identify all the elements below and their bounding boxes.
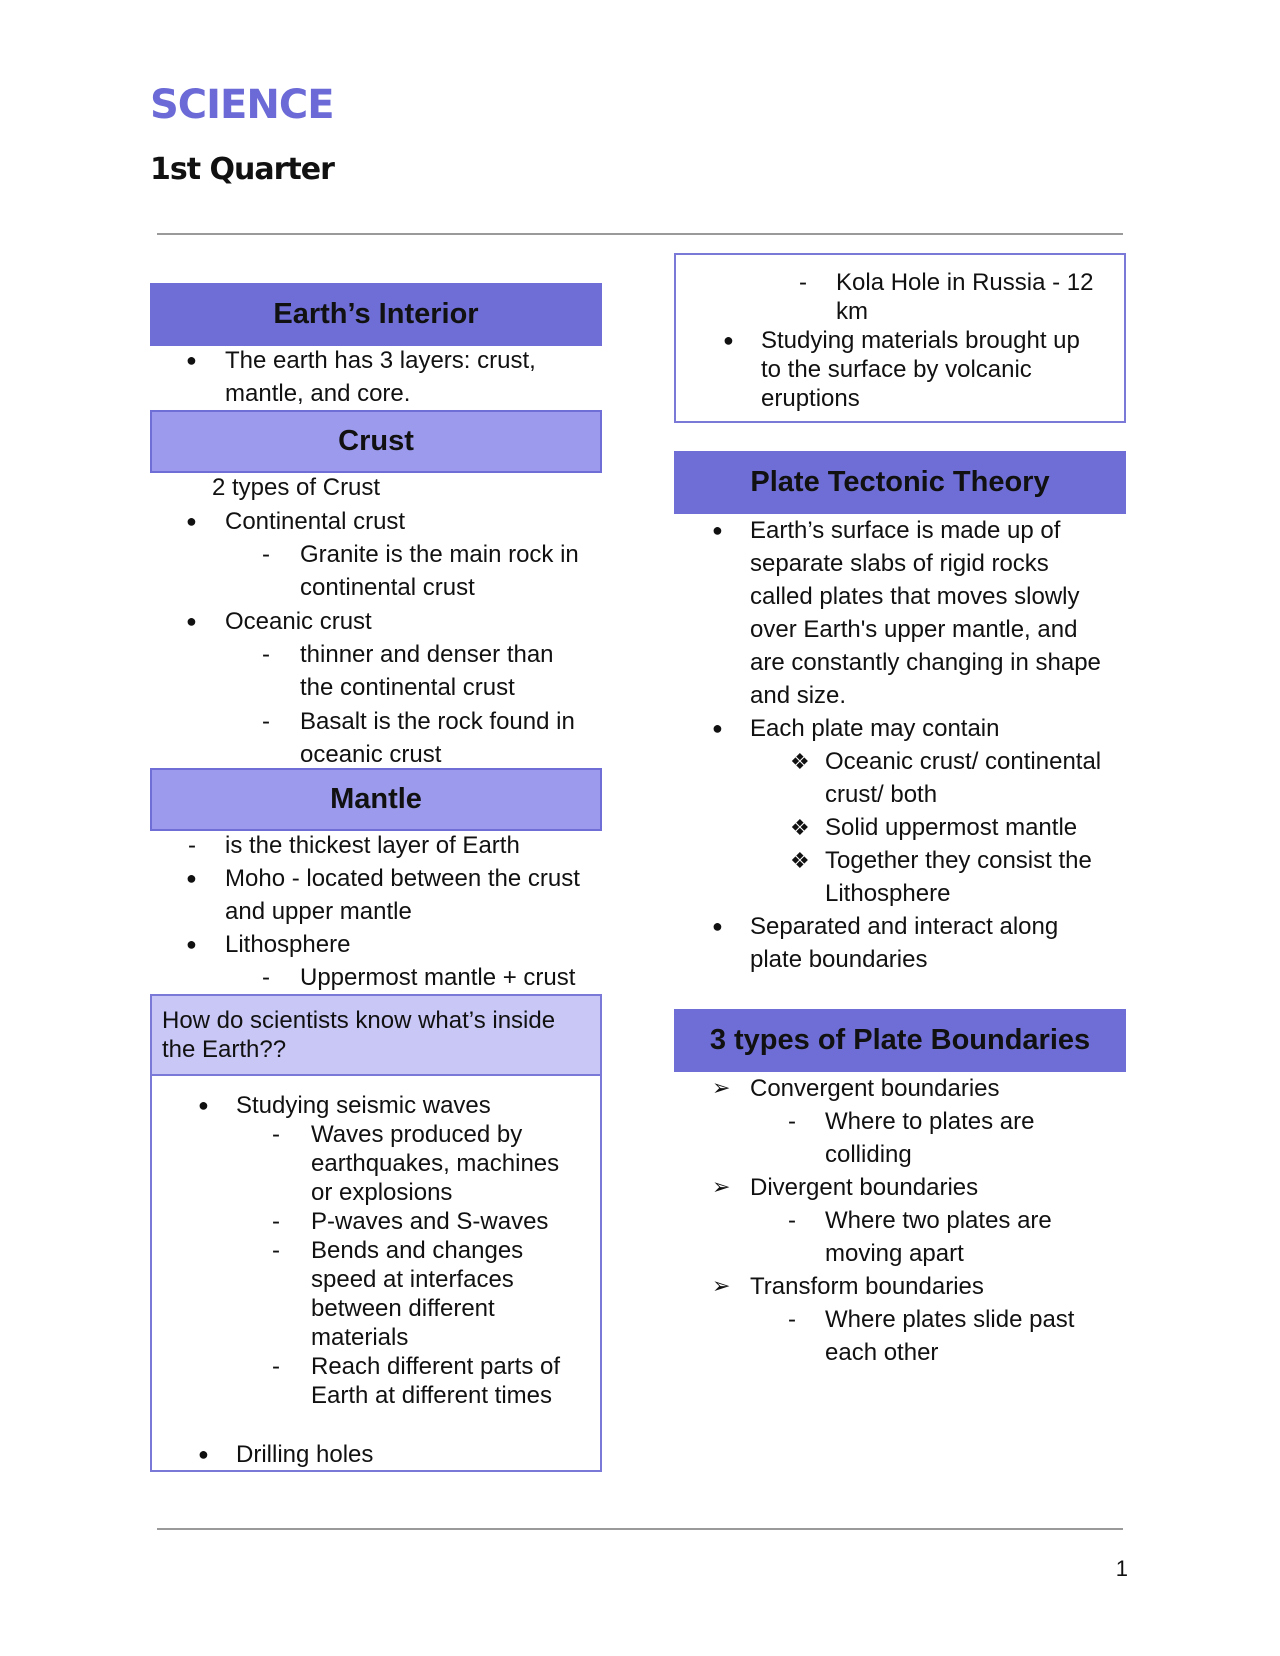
mantle-text: Lithosphere (225, 931, 351, 958)
dash-marker: - (272, 1208, 280, 1235)
bullet-icon: ● (186, 350, 197, 370)
arrow-bullet-icon: ➢ (712, 1175, 731, 1200)
plate-text: over Earth's upper mantle, and (750, 616, 1078, 643)
crust-bullet-text: Oceanic crust (225, 608, 372, 635)
plate-text: Oceanic crust/ continental (825, 748, 1102, 775)
crust-continued-text: oceanic crust (300, 741, 442, 768)
dash-marker: - (788, 1108, 796, 1135)
dash-marker: - (799, 269, 807, 296)
document-title: SCIENCE (150, 82, 334, 128)
diamond-bullet-icon: ❖ (790, 815, 810, 840)
question-list-text: Drilling holes (236, 1441, 374, 1468)
plate-text: Each plate may contain (750, 715, 1000, 742)
mantle-text: Moho - located between the crust (225, 865, 580, 892)
continued-text: eruptions (761, 385, 860, 412)
bullet-icon: ● (198, 1095, 209, 1115)
mantle-heading: Mantle (150, 768, 602, 831)
boundary-text: Where plates slide past (825, 1306, 1075, 1333)
crust-dash-text: Basalt is the rock found in (300, 708, 575, 735)
dash-marker: - (262, 641, 270, 668)
continued-text: km (836, 298, 868, 325)
mantle-text: and upper mantle (225, 898, 412, 925)
crust-continued-text: continental crust (300, 574, 475, 601)
plate-text: Separated and interact along (750, 913, 1059, 940)
dash-marker: - (272, 1237, 280, 1264)
earths-interior-heading: Earth’s Interior (150, 283, 602, 346)
question-list-text: Waves produced by (311, 1121, 523, 1148)
plate-text: plate boundaries (750, 946, 928, 973)
interior-line-2: mantle, and core. (225, 380, 411, 407)
plate-text: and size. (750, 682, 847, 709)
plate-text: Earth’s surface is made up of (750, 517, 1061, 544)
crust-heading: Crust (150, 410, 602, 473)
dash-marker: - (272, 1121, 280, 1148)
mantle-text: Uppermost mantle + crust (300, 964, 576, 991)
plate-text: Lithosphere (825, 880, 951, 907)
question-list-text: between different (311, 1295, 495, 1322)
dash-marker: - (272, 1353, 280, 1380)
plate-tectonic-heading: Plate Tectonic Theory (674, 451, 1126, 514)
continued-text: to the surface by volcanic (761, 356, 1032, 383)
interior-line-1: The earth has 3 layers: crust, (225, 347, 536, 374)
diamond-bullet-icon: ❖ (790, 848, 810, 873)
question-list-text: or explosions (311, 1179, 453, 1206)
crust-intro: 2 types of Crust (212, 474, 381, 501)
boundary-text: Where to plates are (825, 1108, 1035, 1135)
boundary-text: Convergent boundaries (750, 1075, 1000, 1102)
boundary-text: colliding (825, 1141, 912, 1168)
dash-marker: - (188, 832, 196, 859)
dash-marker: - (788, 1207, 796, 1234)
crust-dash-text: Granite is the main rock in (300, 541, 579, 568)
question-header (152, 996, 600, 1076)
question-line-1: How do scientists know what’s inside (162, 1007, 556, 1034)
dash-marker: - (262, 708, 270, 735)
document-subtitle: 1st Quarter (150, 152, 334, 187)
dash-marker: - (262, 964, 270, 991)
diamond-bullet-icon: ❖ (790, 749, 810, 774)
arrow-bullet-icon: ➢ (712, 1076, 731, 1101)
boundary-text: Transform boundaries (750, 1273, 984, 1300)
dash-marker: - (262, 541, 270, 568)
bullet-icon: ● (723, 330, 734, 350)
bullet-icon: ● (712, 520, 723, 540)
plate-text: crust/ both (825, 781, 938, 808)
bullet-icon: ● (186, 934, 197, 954)
page-number: 1 (1115, 1556, 1128, 1581)
question-list-text: Studying seismic waves (236, 1092, 491, 1119)
question-list-text: Bends and changes (311, 1237, 524, 1264)
question-list-text: materials (311, 1324, 409, 1351)
plate-text: Solid uppermost mantle (825, 814, 1078, 841)
plate-boundaries-heading: 3 types of Plate Boundaries (674, 1009, 1126, 1072)
boundary-text: moving apart (825, 1240, 964, 1267)
plate-text: called plates that moves slowly (750, 583, 1080, 610)
crust-bullet-text: Continental crust (225, 508, 406, 535)
plate-text: Together they consist the (825, 847, 1092, 874)
dash-marker: - (788, 1306, 796, 1333)
boundary-text: Divergent boundaries (750, 1174, 979, 1201)
continued-text: Kola Hole in Russia - 12 (836, 269, 1094, 296)
bullet-icon: ● (198, 1444, 209, 1464)
bullet-icon: ● (186, 868, 197, 888)
arrow-bullet-icon: ➢ (712, 1274, 731, 1299)
plate-text: are constantly changing in shape (750, 649, 1101, 676)
bullet-icon: ● (712, 916, 723, 936)
crust-dash-text: thinner and denser than (300, 641, 554, 668)
bullet-icon: ● (186, 611, 197, 631)
question-list-text: earthquakes, machines (311, 1150, 560, 1177)
question-line-2: the Earth?? (162, 1036, 287, 1063)
crust-continued-text: the continental crust (300, 674, 515, 701)
plate-text: separate slabs of rigid rocks (750, 550, 1049, 577)
bullet-icon: ● (186, 511, 197, 531)
boundary-text: Where two plates are (825, 1207, 1052, 1234)
mantle-text: is the thickest layer of Earth (225, 832, 520, 859)
question-list-text: P-waves and S-waves (311, 1208, 549, 1235)
boundary-text: each other (825, 1339, 939, 1366)
bullet-icon: ● (712, 718, 723, 738)
top-divider (157, 233, 1123, 235)
bottom-divider (157, 1528, 1123, 1530)
question-list-text: Earth at different times (311, 1382, 553, 1409)
question-list-text: speed at interfaces (311, 1266, 514, 1293)
question-list-text: Reach different parts of (311, 1353, 561, 1380)
continued-text: Studying materials brought up (761, 327, 1080, 354)
